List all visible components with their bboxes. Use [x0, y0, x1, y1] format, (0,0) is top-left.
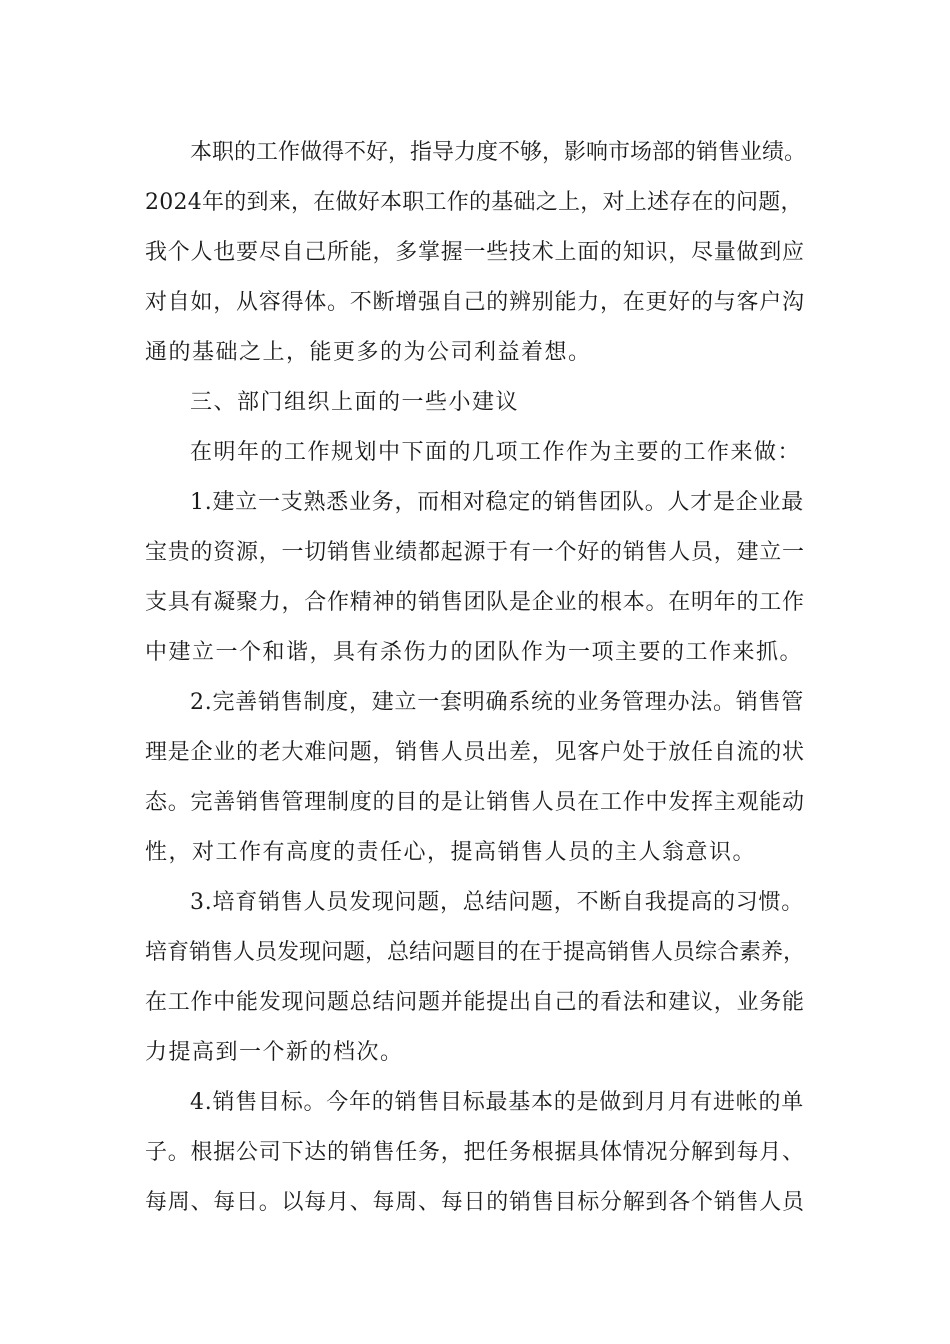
text-line: 在工作中能发现问题总结问题并能提出自己的看法和建议，业务能 [145, 990, 805, 1015]
section-heading: 三、部门组织上面的一些小建议 [190, 390, 520, 415]
text-line: 4.销售目标。今年的销售目标最基本的是做到月月有进帐的单 [190, 1090, 804, 1115]
text-line: 我个人也要尽自己所能，多掌握一些技术上面的知识，尽量做到应 [145, 240, 805, 265]
text-line: 中建立一个和谐，具有杀伤力的团队作为一项主要的工作来抓。 [145, 640, 804, 665]
text-line: 每周、每日。以每月、每周、每日的销售目标分解到各个销售人员 [145, 1190, 805, 1215]
text-line: 态。完善销售管理制度的目的是让销售人员在工作中发挥主观能动 [145, 790, 805, 815]
text-line: 1.建立一支熟悉业务，而相对稳定的销售团队。人才是企业最 [190, 490, 804, 515]
text-line: 本职的工作做得不好，指导力度不够，影响市场部的销售业绩。 [190, 140, 807, 165]
text-line: 对自如，从容得体。不断增强自己的辨别能力，在更好的与客户沟 [145, 290, 805, 315]
text-line: 支具有凝聚力，合作精神的销售团队是企业的根本。在明年的工作 [145, 590, 805, 615]
text-line: 力提高到一个新的档次。 [145, 1040, 404, 1065]
text-line: 性，对工作有高度的责任心，提高销售人员的主人翁意识。 [145, 840, 757, 865]
text-line: 2024年的到来，在做好本职工作的基础之上，对上述存在的问题， [145, 190, 803, 215]
text-line: 3.培育销售人员发现问题，总结问题，不断自我提高的习惯。 [190, 890, 804, 915]
text-line: 理是企业的老大难问题，销售人员出差，见客户处于放任自流的状 [145, 740, 805, 765]
text-line: 2.完善销售制度，建立一套明确系统的业务管理办法。销售管 [190, 690, 804, 715]
text-line: 培育销售人员发现问题，总结问题目的在于提高销售人员综合素养， [145, 940, 806, 965]
text-line: 宝贵的资源，一切销售业绩都起源于有一个好的销售人员，建立一 [145, 540, 805, 565]
text-line: 通的基础之上，能更多的为公司利益着想。 [145, 340, 592, 365]
text-line: 在明年的工作规划中下面的几项工作作为主要的工作来做： [190, 440, 802, 465]
text-line: 子。根据公司下达的销售任务，把任务根据具体情况分解到每月、 [145, 1140, 805, 1165]
